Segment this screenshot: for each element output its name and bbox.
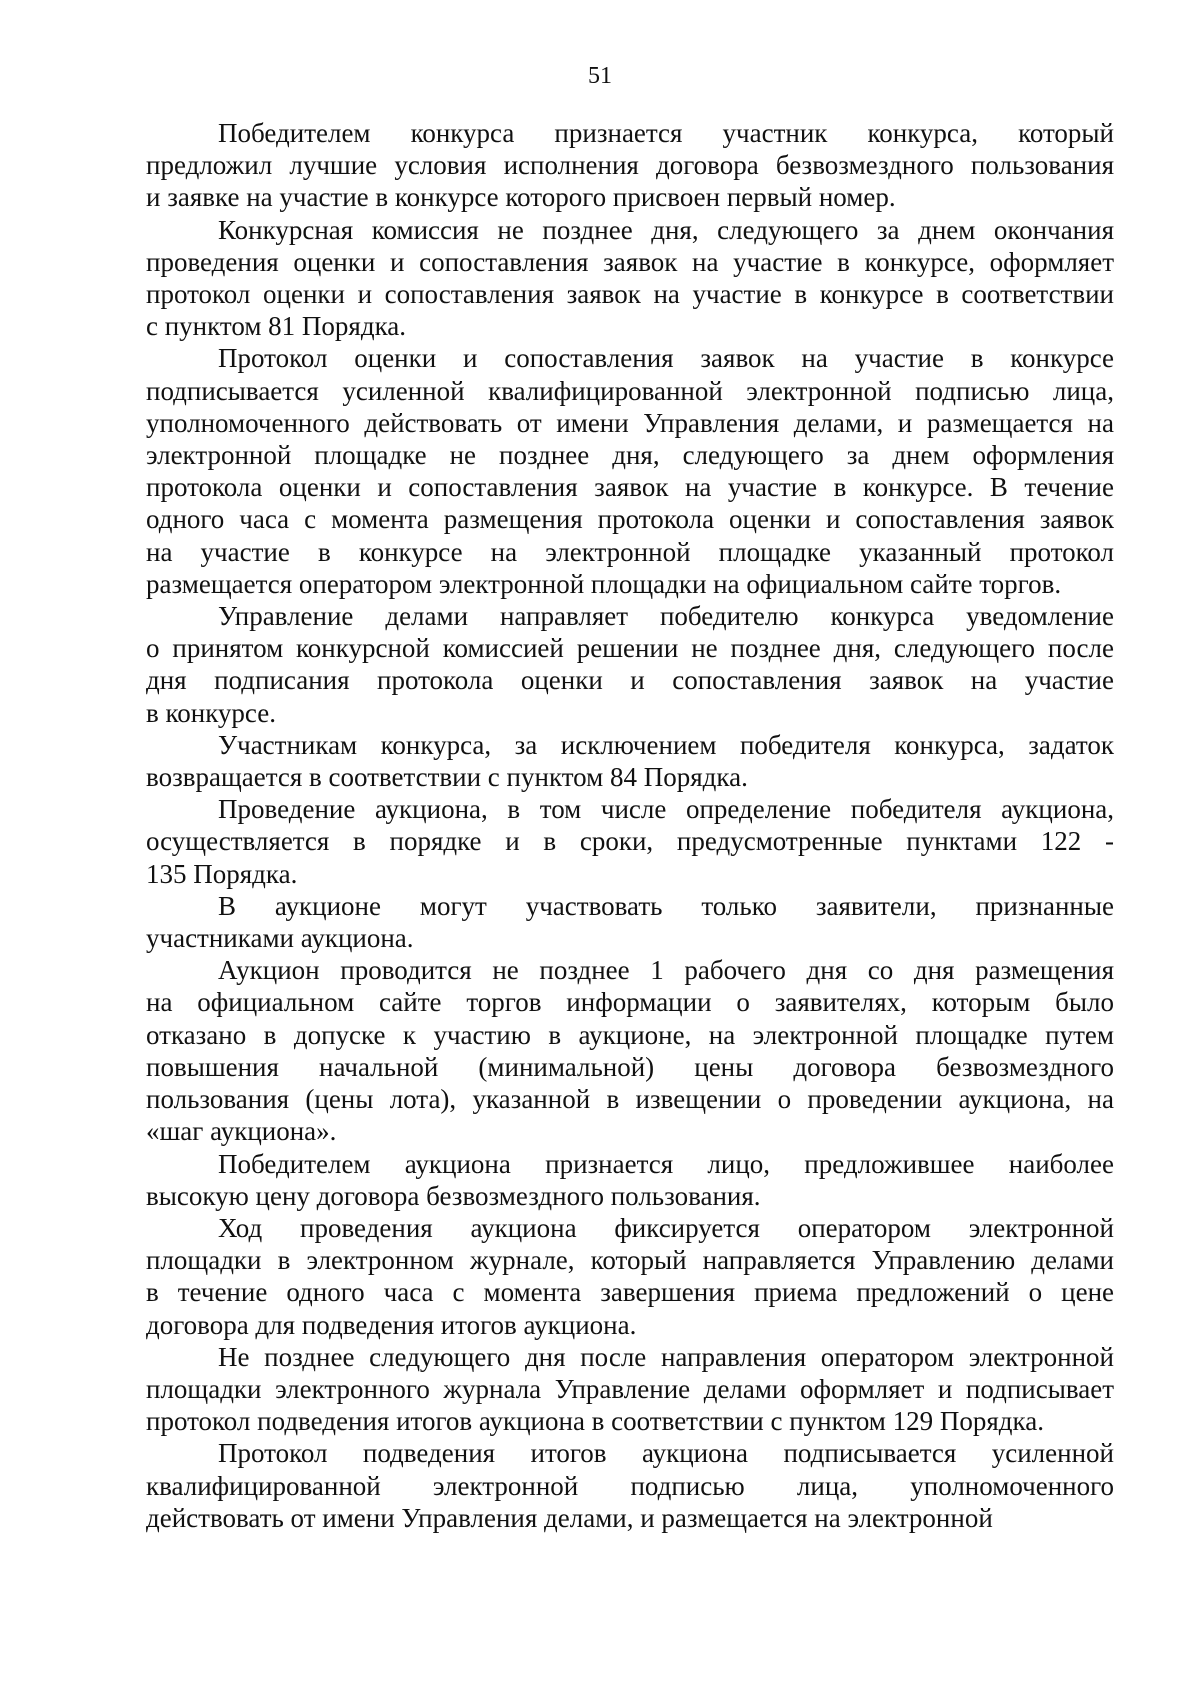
paragraph [146,117,1114,214]
text-line: подписывается усиленной квалифицированной электронной подписью лица, [146,375,1114,406]
text-line: пользования (цены лота), указанной в извещении о проведении аукциона, на [146,1084,1114,1115]
paragraph [146,1437,1114,1534]
text-line: осуществляется в порядке и в сроки, предусмотренные пунктами 122 - [146,826,1114,857]
text-line: дня подписания протокола оценки и сопоставления заявок на участие [146,665,1114,696]
text-line: одного часа с момента размещения протокола оценки и сопоставления заявок [146,504,1114,535]
text-line: Участникам конкурса, за исключением победителя конкурса, задаток [218,729,1114,760]
paragraph [146,342,1114,600]
paragraph [146,1341,1114,1438]
text-line: предложил лучшие условия исполнения договора безвозмездного пользования [146,150,1114,181]
text-line: и заявке на участие в конкурсе которого присвоен первый номер. [146,182,896,213]
paragraph [146,1212,1114,1341]
text-line: проведения оценки и сопоставления заявок на участие в конкурсе, оформляет [146,246,1114,277]
text-line: электронной площадке не позднее дня, следующего за днем оформления [146,440,1114,471]
text-line: площадки электронного журнала Управление делами оформляет и подписывает [146,1373,1114,1404]
text-line: «шаг аукциона». [146,1116,337,1147]
text-line: договора для подведения итогов аукциона. [146,1309,637,1340]
paragraph [146,890,1114,954]
text-line: Победителем аукциона признается лицо, предложившее наиболее [218,1148,1114,1179]
text-line: протокол оценки и сопоставления заявок на участие в конкурсе в соответствии [146,279,1114,310]
text-line: протокол подведения итогов аукциона в соответствии с пунктом 129 Порядка. [146,1406,1044,1437]
paragraph [146,729,1114,793]
text-line: Проведение аукциона, в том числе определение победителя аукциона, [218,794,1114,825]
text-line: Протокол подведения итогов аукциона подписывается усиленной [218,1438,1114,1469]
text-line: площадки в электронном журнале, который направляется Управлению делами [146,1245,1114,1276]
text-line: действовать от имени Управления делами, и размещается на электронной [146,1502,993,1533]
text-line: Управление делами направляет победителю конкурса уведомление [218,601,1114,632]
paragraph [146,793,1114,890]
text-line: Протокол оценки и сопоставления заявок на участие в конкурсе [218,343,1114,374]
text-line: Конкурсная комиссия не позднее дня, следующего за днем окончания [218,214,1114,245]
text-line: на участие в конкурсе на электронной площадке указанный протокол [146,536,1114,567]
text-line: в течение одного часа с момента завершения приема предложений о цене [146,1277,1114,1308]
text-line: протокола оценки и сопоставления заявок на участие в конкурсе. В течение [146,472,1114,503]
paragraph [146,1148,1114,1212]
text-line: о принятом конкурсной комиссией решении не позднее дня, следующего после [146,633,1114,664]
text-line: В аукционе могут участвовать только заявители, признанные [218,890,1114,921]
page-number: 51 [588,63,612,89]
text-line: с пунктом 81 Порядка. [146,311,407,342]
text-line: в конкурсе. [146,697,276,728]
text-line: возвращается в соответствии с пунктом 84 Порядка. [146,762,748,793]
text-line: квалифицированной электронной подписью лица, уполномоченного [146,1470,1114,1501]
text-line: 135 Порядка. [146,858,298,889]
paragraph [146,600,1114,729]
text-line: отказано в допуске к участию в аукционе, на электронной площадке путем [146,1019,1114,1050]
text-line: повышения начальной (минимальной) цены договора безвозмездного [146,1051,1114,1082]
text-line: Ход проведения аукциона фиксируется оператором электронной [218,1212,1114,1243]
text-line: на официальном сайте торгов информации о заявителях, которым было [146,987,1114,1018]
text-line: Не позднее следующего дня после направления оператором электронной [218,1341,1114,1372]
text-line: участниками аукциона. [146,923,414,954]
text-line: Аукцион проводится не позднее 1 рабочего дня со дня размещения [218,955,1114,986]
text-line: Победителем конкурса признается участник конкурса, который [218,118,1114,148]
text-line: размещается оператором электронной площадки на официальном сайте торгов. [146,568,1062,599]
text-line: уполномоченного действовать от имени Управления делами, и размещается на [146,407,1114,438]
document-body [146,117,1114,1534]
paragraph [146,214,1114,343]
text-line: высокую цену договора безвозмездного пользования. [146,1180,761,1211]
paragraph [146,954,1114,1147]
